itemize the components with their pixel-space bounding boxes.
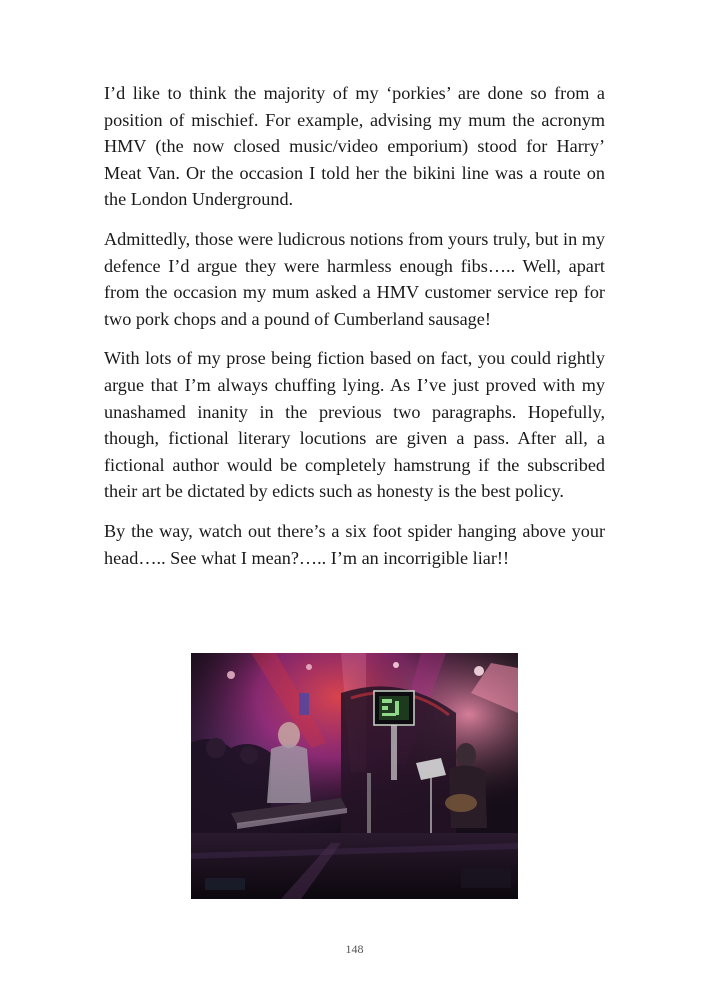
paragraph-3: With lots of my prose being fiction based on fact, you could rightly argue that I’m always chuffing lying. As I’ve just proved with my unashamed inanity in the previous two paragraphs. Hopefully, though, fictional literary locutions are given a pass. After all, a fictional author would be completely hamstrung if the subscribed their art be dictated by edicts such as honesty is the best policy. [104,348,605,502]
paragraph-2: Admittedly, those were ludicrous notions from yours truly, but in my defence I’d argue they were harmless enough fibs….. Well, apart from the occasion my mum asked a HMV customer service rep for two pork chops and a pound of Cumberland sausage! [104,228,605,329]
body-text [104,80,605,584]
photo-illustration [191,653,518,899]
page-number: 148 [345,942,364,956]
concert-stage-photo [191,653,518,899]
paragraph-1: I’d like to think the majority of my ‘porkies’ are done so from a position of mischief. For example, advising my mum the acronym HMV (the now closed music/video emporium) stood for Harry’ Meat Van. Or the occasion I told her the bikini line was a route on the London Underground. [104,83,605,210]
paragraph-4: By the way, watch out there’s a six foot spider hanging above your head….. See what I mean?….. I’m an incorrigible liar!! [104,520,605,568]
